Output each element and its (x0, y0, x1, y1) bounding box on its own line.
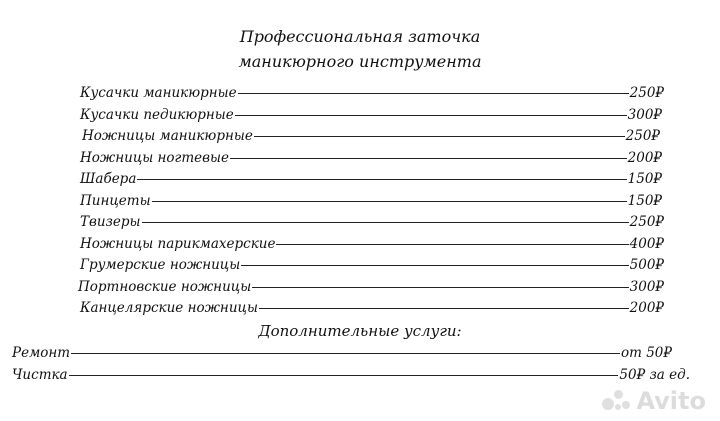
price-row (80, 83, 664, 104)
price-row (80, 298, 664, 319)
service-price: 250₽ (625, 128, 660, 144)
price-row (80, 105, 662, 126)
title-line-1: Профессиональная заточка (239, 27, 481, 46)
service-name: Портновские ножницы (78, 278, 252, 295)
price-row (80, 234, 664, 255)
service-name: Пинцеты (80, 192, 151, 209)
service-price: 300₽ (627, 106, 662, 123)
leader-line (71, 353, 620, 354)
service-name: Кусачки маникюрные (80, 85, 237, 101)
service-name: Ножницы маникюрные (82, 128, 253, 144)
service-name: Грумерские ножницы (80, 257, 241, 273)
service-name: Ремонт (12, 345, 71, 361)
service-price: 250₽ (629, 214, 664, 230)
avito-watermark (602, 387, 706, 415)
service-price: 150₽ (627, 171, 662, 187)
leader-line (235, 115, 627, 116)
service-price: 200₽ (629, 300, 664, 316)
service-price: 400₽ (629, 235, 664, 252)
service-price: 300₽ (629, 278, 664, 295)
leader-line (259, 308, 629, 309)
leader-line (137, 179, 626, 180)
price-row (80, 191, 662, 212)
title-line-2: маникюрного инструмента (238, 52, 482, 71)
price-row (82, 126, 660, 147)
watermark-text: Avito (636, 387, 706, 415)
leader-line (69, 375, 619, 376)
service-price: 250₽ (629, 85, 664, 101)
service-name: Ножницы ногтевые (80, 149, 230, 166)
price-row (80, 255, 664, 276)
price-row (78, 277, 664, 298)
leader-line (142, 222, 629, 223)
service-name: Шабера (80, 171, 137, 187)
extra-services-heading: Дополнительные услуги: (258, 322, 462, 340)
price-row (80, 169, 662, 190)
price-row (12, 365, 690, 386)
leader-line (238, 93, 629, 94)
service-name: Кусачки педикюрные (80, 106, 234, 123)
service-price: 500₽ (629, 257, 664, 273)
price-row (80, 148, 662, 169)
service-name: Ножницы парикмахерские (80, 235, 276, 252)
leader-line (276, 244, 628, 245)
service-name: Чистка (12, 367, 68, 383)
leader-line (230, 158, 627, 159)
price-row (80, 212, 664, 233)
service-name: Твизеры (80, 214, 141, 230)
service-price: 200₽ (627, 149, 662, 166)
service-price: 150₽ (627, 192, 662, 209)
avito-logo-icon (602, 390, 632, 412)
leader-line (152, 201, 627, 202)
price-row (12, 343, 672, 364)
service-price: 50₽ за ед. (619, 367, 690, 383)
service-name: Канцелярские ножницы (80, 300, 258, 316)
leader-line (252, 287, 628, 288)
leader-line (241, 265, 628, 266)
leader-line (254, 136, 625, 137)
service-price: от 50₽ (621, 345, 672, 361)
